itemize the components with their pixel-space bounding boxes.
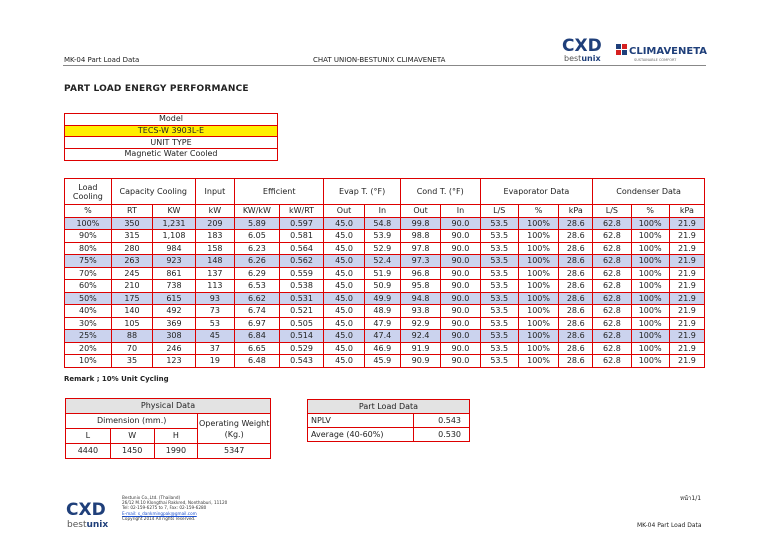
table-cell: 53.5 xyxy=(480,255,518,268)
table-cell: 21.9 xyxy=(669,280,704,293)
table-cell: 91.9 xyxy=(400,342,440,355)
table-cell: 28.6 xyxy=(559,267,593,280)
table-cell: 90.0 xyxy=(441,217,480,230)
table-cell: 93.8 xyxy=(400,305,440,318)
table-cell: 93 xyxy=(195,292,234,305)
table-cell: 90.0 xyxy=(441,255,480,268)
logo-best-text: best xyxy=(564,54,582,63)
unit-header-cell: kPa xyxy=(559,205,593,218)
table-cell: 100% xyxy=(631,292,669,305)
capacity-cooling-header: Capacity Cooling xyxy=(111,179,195,205)
table-cell: 100% xyxy=(518,292,558,305)
unit-header-cell: kPa xyxy=(669,205,704,218)
table-cell: 100% xyxy=(518,230,558,243)
table-cell: 97.3 xyxy=(400,255,440,268)
table-cell: 6.62 xyxy=(235,292,280,305)
climaveneta-mark-icon xyxy=(616,44,621,49)
table-cell: 183 xyxy=(195,230,234,243)
table-row xyxy=(65,330,705,343)
table-cell: 45.0 xyxy=(324,330,364,343)
table-cell: 45.0 xyxy=(324,230,364,243)
footer-company-info xyxy=(122,495,227,521)
table-cell: 6.23 xyxy=(235,242,280,255)
page-title: PART LOAD ENERGY PERFORMANCE xyxy=(64,84,249,94)
table-cell: 21.9 xyxy=(669,355,704,368)
table-cell: 21.9 xyxy=(669,330,704,343)
unit-header-cell: L/S xyxy=(593,205,631,218)
table-cell: 100% xyxy=(518,242,558,255)
operating-weight-label: Operating Weight (Kg.) xyxy=(198,414,271,444)
logo-unix-text: unix xyxy=(581,54,601,63)
unit-header-cell: % xyxy=(65,205,112,218)
input-header: Input xyxy=(195,179,234,205)
length-label: L xyxy=(66,429,111,444)
table-cell: 100% xyxy=(518,355,558,368)
table-cell: 51.9 xyxy=(364,267,400,280)
table-cell: 62.8 xyxy=(593,242,631,255)
table-cell: 45.0 xyxy=(324,305,364,318)
table-cell: 123 xyxy=(153,355,196,368)
unit-header-cell: % xyxy=(631,205,669,218)
table-cell: 100% xyxy=(518,305,558,318)
table-cell: 37 xyxy=(195,342,234,355)
footer-info-line: 26/12 M.10 Klongthai Rakkred, Nonthaburi, 11120 xyxy=(122,500,228,506)
table-cell: 21.9 xyxy=(669,342,704,355)
table-cell: 19 xyxy=(195,355,234,368)
table-cell: 1,108 xyxy=(153,230,196,243)
table-cell: 100% xyxy=(518,317,558,330)
table-cell: 53.5 xyxy=(480,305,518,318)
logo-cxd-text: CXD xyxy=(562,36,602,56)
table-row xyxy=(65,230,705,243)
table-cell: 1,231 xyxy=(153,217,196,230)
table-cell: 0.529 xyxy=(279,342,324,355)
table-cell: 90.0 xyxy=(441,242,480,255)
table-cell: 0.597 xyxy=(279,217,324,230)
table-cell: 62.8 xyxy=(593,280,631,293)
table-cell: 100% xyxy=(631,317,669,330)
table-cell: 25% xyxy=(65,330,112,343)
logo-tagline-text: SUSTAINABLE COMFORT xyxy=(634,58,677,62)
unit-header-cell: RT xyxy=(111,205,152,218)
table-cell: 28.6 xyxy=(559,242,593,255)
model-value: TECS-W 3903L-E xyxy=(65,125,278,137)
table-cell: 245 xyxy=(111,267,152,280)
table-cell: 45.0 xyxy=(324,317,364,330)
table-cell: 53.5 xyxy=(480,280,518,293)
table-cell: 62.8 xyxy=(593,330,631,343)
table-cell: 0.559 xyxy=(279,267,324,280)
performance-table xyxy=(64,178,705,368)
table-cell: 94.8 xyxy=(400,292,440,305)
weight-value: 5347 xyxy=(198,444,271,459)
group-header-row xyxy=(65,179,705,205)
table-cell: 100% xyxy=(518,267,558,280)
table-cell: 28.6 xyxy=(559,305,593,318)
table-cell: 62.8 xyxy=(593,292,631,305)
table-cell: 90.0 xyxy=(441,267,480,280)
table-cell: 50% xyxy=(65,292,112,305)
nplv-label: NPLV xyxy=(308,414,414,428)
table-cell: 47.4 xyxy=(364,330,400,343)
unit-header-row xyxy=(65,205,705,218)
svg-text:bestunix xyxy=(564,54,601,63)
model-label: Model xyxy=(65,114,278,126)
unit-header-cell: Out xyxy=(324,205,364,218)
table-cell: 369 xyxy=(153,317,196,330)
table-cell: 52.4 xyxy=(364,255,400,268)
table-cell: 21.9 xyxy=(669,217,704,230)
table-cell: 35 xyxy=(111,355,152,368)
footer-logo-unix-text: unix xyxy=(86,520,109,530)
table-cell: 492 xyxy=(153,305,196,318)
table-cell: 137 xyxy=(195,267,234,280)
table-cell: 100% xyxy=(631,342,669,355)
table-cell: 0.514 xyxy=(279,330,324,343)
table-cell: 350 xyxy=(111,217,152,230)
table-cell: 21.9 xyxy=(669,292,704,305)
table-cell: 53.5 xyxy=(480,242,518,255)
table-cell: 53.5 xyxy=(480,217,518,230)
table-cell: 90.9 xyxy=(400,355,440,368)
footer-info-line: Copyright 2014 All rights reserved. xyxy=(122,515,196,521)
header-company: CHAT UNION-BESTUNIX CLIMAVENETA xyxy=(313,56,446,64)
table-cell: 246 xyxy=(153,342,196,355)
table-cell: 21.9 xyxy=(669,267,704,280)
condenser-data-header: Condenser Data xyxy=(593,179,705,205)
table-cell: 88 xyxy=(111,330,152,343)
table-cell: 100% xyxy=(631,242,669,255)
table-cell: 21.9 xyxy=(669,317,704,330)
table-cell: 100% xyxy=(631,230,669,243)
table-cell: 90.0 xyxy=(441,330,480,343)
table-cell: 0.543 xyxy=(279,355,324,368)
table-cell: 52.9 xyxy=(364,242,400,255)
footer-logo-cxd-text: CXD xyxy=(66,500,106,520)
table-cell: 45.9 xyxy=(364,355,400,368)
average-label: Average (40-60%) xyxy=(308,428,414,442)
page-number: หน้า1/1 xyxy=(680,495,702,502)
table-cell: 62.8 xyxy=(593,267,631,280)
table-cell: 100% xyxy=(631,217,669,230)
table-cell: 6.53 xyxy=(235,280,280,293)
table-cell: 99.8 xyxy=(400,217,440,230)
table-cell: 861 xyxy=(153,267,196,280)
unit-header-cell: Out xyxy=(400,205,440,218)
table-cell: 308 xyxy=(153,330,196,343)
table-cell: 6.29 xyxy=(235,267,280,280)
table-cell: 49.9 xyxy=(364,292,400,305)
unit-header-cell: L/S xyxy=(480,205,518,218)
table-cell: 28.6 xyxy=(559,342,593,355)
table-cell: 28.6 xyxy=(559,230,593,243)
table-cell: 46.9 xyxy=(364,342,400,355)
table-cell: 62.8 xyxy=(593,317,631,330)
footer-logo xyxy=(64,497,120,531)
table-cell: 92.9 xyxy=(400,317,440,330)
table-cell: 47.9 xyxy=(364,317,400,330)
width-label: W xyxy=(110,429,154,444)
unit-header-cell: kW/RT xyxy=(279,205,324,218)
table-cell: 738 xyxy=(153,280,196,293)
table-cell: 54.8 xyxy=(364,217,400,230)
table-cell: 90% xyxy=(65,230,112,243)
table-cell: 62.8 xyxy=(593,230,631,243)
table-cell: 100% xyxy=(518,255,558,268)
table-cell: 0.564 xyxy=(279,242,324,255)
table-cell: 28.6 xyxy=(559,292,593,305)
table-cell: 148 xyxy=(195,255,234,268)
table-cell: 60% xyxy=(65,280,112,293)
table-row xyxy=(65,342,705,355)
part-load-title: Part Load Data xyxy=(308,400,470,414)
table-cell: 100% xyxy=(631,267,669,280)
table-cell: 90.0 xyxy=(441,280,480,293)
table-row xyxy=(65,242,705,255)
table-cell: 984 xyxy=(153,242,196,255)
table-cell: 28.6 xyxy=(559,355,593,368)
table-cell: 90.0 xyxy=(441,355,480,368)
table-cell: 53.5 xyxy=(480,292,518,305)
table-cell: 73 xyxy=(195,305,234,318)
unit-header-cell: In xyxy=(364,205,400,218)
table-cell: 53.9 xyxy=(364,230,400,243)
table-cell: 40% xyxy=(65,305,112,318)
unit-header-cell: KW xyxy=(153,205,196,218)
table-cell: 28.6 xyxy=(559,330,593,343)
table-cell: 53.5 xyxy=(480,342,518,355)
table-cell: 45.0 xyxy=(324,255,364,268)
table-cell: 6.05 xyxy=(235,230,280,243)
height-value: 1990 xyxy=(154,444,198,459)
table-cell: 280 xyxy=(111,242,152,255)
logo-climaveneta-text: CLIMAVENETA xyxy=(629,46,707,57)
table-cell: 53 xyxy=(195,317,234,330)
table-cell: 0.531 xyxy=(279,292,324,305)
header-rule xyxy=(63,65,706,66)
table-cell: 28.6 xyxy=(559,217,593,230)
table-cell: 0.521 xyxy=(279,305,324,318)
table-cell: 100% xyxy=(65,217,112,230)
table-cell: 62.8 xyxy=(593,305,631,318)
table-cell: 0.538 xyxy=(279,280,324,293)
table-cell: 53.5 xyxy=(480,317,518,330)
efficient-header: Efficient xyxy=(235,179,324,205)
table-cell: 105 xyxy=(111,317,152,330)
table-row xyxy=(65,267,705,280)
table-cell: 100% xyxy=(631,330,669,343)
table-cell: 100% xyxy=(631,255,669,268)
table-cell: 209 xyxy=(195,217,234,230)
table-cell: 6.74 xyxy=(235,305,280,318)
nplv-value: 0.543 xyxy=(414,414,470,428)
load-cooling-header: Load Cooling xyxy=(65,179,112,205)
table-row xyxy=(65,355,705,368)
table-cell: 95.8 xyxy=(400,280,440,293)
part-load-data-table xyxy=(307,399,470,442)
table-cell: 45.0 xyxy=(324,292,364,305)
physical-data-title: Physical Data xyxy=(66,399,271,414)
footer-logo-best-text: best xyxy=(67,520,87,530)
table-cell: 62.8 xyxy=(593,217,631,230)
footer-info-email[interactable]: E-mail: s_dankmingpak@gmail.com xyxy=(122,510,197,516)
table-cell: 6.26 xyxy=(235,255,280,268)
company-logo xyxy=(560,34,710,64)
table-cell: 21.9 xyxy=(669,305,704,318)
table-cell: 98.8 xyxy=(400,230,440,243)
table-cell: 6.65 xyxy=(235,342,280,355)
unit-type-label: UNIT TYPE xyxy=(65,137,278,149)
table-cell: 175 xyxy=(111,292,152,305)
evaporator-data-header: Evaporator Data xyxy=(480,179,593,205)
table-cell: 21.9 xyxy=(669,230,704,243)
table-cell: 50.9 xyxy=(364,280,400,293)
unit-header-cell: kW xyxy=(195,205,234,218)
table-cell: 45.0 xyxy=(324,217,364,230)
width-value: 1450 xyxy=(110,444,154,459)
physical-data-table xyxy=(65,398,271,459)
table-cell: 96.8 xyxy=(400,267,440,280)
table-cell: 5.89 xyxy=(235,217,280,230)
table-cell: 158 xyxy=(195,242,234,255)
table-cell: 100% xyxy=(518,330,558,343)
table-cell: 75% xyxy=(65,255,112,268)
table-cell: 0.505 xyxy=(279,317,324,330)
table-cell: 92.4 xyxy=(400,330,440,343)
table-cell: 140 xyxy=(111,305,152,318)
table-cell: 90.0 xyxy=(441,292,480,305)
table-cell: 90.0 xyxy=(441,305,480,318)
table-cell: 90.0 xyxy=(441,317,480,330)
average-value: 0.530 xyxy=(414,428,470,442)
table-cell: 45 xyxy=(195,330,234,343)
table-cell: 28.6 xyxy=(559,317,593,330)
table-cell: 45.0 xyxy=(324,242,364,255)
evap-t-header: Evap T. (°F) xyxy=(324,179,401,205)
table-cell: 45.0 xyxy=(324,342,364,355)
table-cell: 70 xyxy=(111,342,152,355)
table-cell: 6.84 xyxy=(235,330,280,343)
table-cell: 100% xyxy=(631,305,669,318)
table-cell: 100% xyxy=(518,217,558,230)
unit-header-cell: In xyxy=(441,205,480,218)
table-cell: 100% xyxy=(518,342,558,355)
table-row xyxy=(65,317,705,330)
table-cell: 100% xyxy=(518,280,558,293)
table-cell: 90.0 xyxy=(441,230,480,243)
table-cell: 21.9 xyxy=(669,255,704,268)
table-cell: 210 xyxy=(111,280,152,293)
table-cell: 10% xyxy=(65,355,112,368)
footer-info-line: Tel: 02-159-6275 to 7, Fax: 02-159-6280 xyxy=(122,505,207,511)
table-cell: 28.6 xyxy=(559,255,593,268)
table-cell: 53.5 xyxy=(480,230,518,243)
table-row xyxy=(65,292,705,305)
table-row xyxy=(65,217,705,230)
table-cell: 97.8 xyxy=(400,242,440,255)
unit-header-cell: % xyxy=(518,205,558,218)
table-cell: 615 xyxy=(153,292,196,305)
table-cell: 53.5 xyxy=(480,267,518,280)
table-cell: 62.8 xyxy=(593,355,631,368)
height-label: H xyxy=(154,429,198,444)
remark-text: Remark ; 10% Unit Cycling xyxy=(64,375,169,383)
table-cell: 113 xyxy=(195,280,234,293)
cond-t-header: Cond T. (°F) xyxy=(400,179,480,205)
table-cell: 263 xyxy=(111,255,152,268)
table-cell: 48.9 xyxy=(364,305,400,318)
dimension-label: Dimension (mm.) xyxy=(66,414,198,429)
table-cell: 0.562 xyxy=(279,255,324,268)
footer-doc-ref: MK-04 Part Load Data xyxy=(637,522,702,529)
table-row xyxy=(65,280,705,293)
length-value: 4440 xyxy=(66,444,111,459)
table-cell: 923 xyxy=(153,255,196,268)
model-table xyxy=(64,113,278,161)
table-cell: 45.0 xyxy=(324,355,364,368)
table-cell: 62.8 xyxy=(593,342,631,355)
table-row xyxy=(65,305,705,318)
table-cell: 315 xyxy=(111,230,152,243)
table-cell: 53.5 xyxy=(480,330,518,343)
table-cell: 6.97 xyxy=(235,317,280,330)
table-cell: 53.5 xyxy=(480,355,518,368)
header-doc-ref: MK-04 Part Load Data xyxy=(64,56,140,64)
table-cell: 100% xyxy=(631,355,669,368)
table-cell: 90.0 xyxy=(441,342,480,355)
footer-info-line: Bestunix Co.,Ltd. (Thailand) xyxy=(122,495,181,500)
table-cell: 28.6 xyxy=(559,280,593,293)
unit-header-cell: KW/kW xyxy=(235,205,280,218)
table-cell: 100% xyxy=(631,280,669,293)
table-cell: 45.0 xyxy=(324,267,364,280)
table-cell: 0.581 xyxy=(279,230,324,243)
table-cell: 21.9 xyxy=(669,242,704,255)
table-cell: 30% xyxy=(65,317,112,330)
unit-type-value: Magnetic Water Cooled xyxy=(65,149,278,161)
table-cell: 70% xyxy=(65,267,112,280)
table-cell: 62.8 xyxy=(593,255,631,268)
table-cell: 45.0 xyxy=(324,280,364,293)
table-cell: 80% xyxy=(65,242,112,255)
svg-text:bestunix xyxy=(67,520,108,530)
table-cell: 20% xyxy=(65,342,112,355)
table-cell: 6.48 xyxy=(235,355,280,368)
table-row xyxy=(65,255,705,268)
